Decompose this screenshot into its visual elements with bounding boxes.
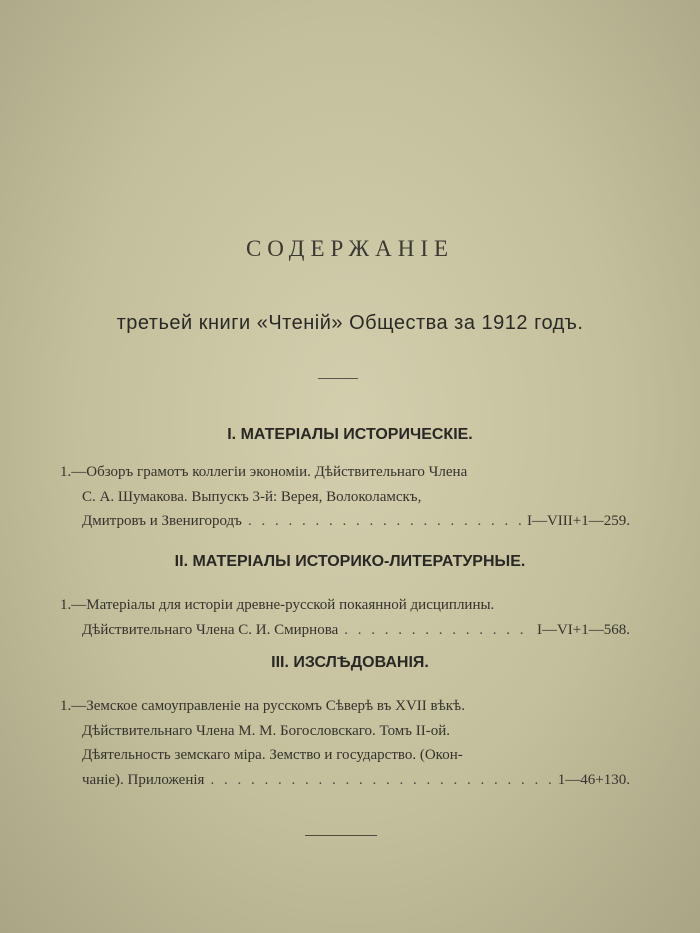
entry-line: 1.—Обзоръ грамотъ коллегіи экономіи. Дѣйствительнаго Члена bbox=[60, 464, 468, 480]
page-range: 1—46+130. bbox=[557, 771, 630, 788]
toc-entry-3 bbox=[60, 694, 630, 792]
page-range: I—VI+1—568. bbox=[536, 621, 630, 638]
section-head-3: III. ИЗСЛѢДОВАНІЯ. bbox=[271, 654, 429, 671]
entry-leader-line bbox=[60, 618, 630, 643]
dot-leader bbox=[248, 509, 521, 534]
section-head-1: I. МАТЕРІАЛЫ ИСТОРИЧЕСКІЕ. bbox=[227, 426, 473, 443]
entry-line: С. А. Шумакова. Выпускъ 3-й: Верея, Волоколамскъ, bbox=[82, 488, 422, 505]
entry-line: Дѣйствительнаго Члена С. И. Смирнова bbox=[82, 621, 339, 638]
dot-leader bbox=[210, 768, 551, 793]
entry-line: чаніе). Приложенія bbox=[82, 771, 205, 788]
entry-line: 1.—Земское самоуправленіе на русскомъ Сѣверѣ въ XVII вѣкѣ. bbox=[60, 698, 465, 714]
dot-leader bbox=[344, 618, 531, 643]
entry-leader-line bbox=[60, 509, 630, 534]
entry-line: Дѣйствительнаго Члена М. М. Богословскаго. Томъ II-ой. bbox=[82, 722, 451, 739]
entry-line: Дѣятельность земскаго міра. Земство и государство. (Окон- bbox=[82, 747, 463, 763]
toc-entry-1 bbox=[60, 460, 630, 534]
section-head-2: II. МАТЕРІАЛЫ ИСТОРИКО-ЛИТЕРАТУРНЫЕ. bbox=[174, 553, 526, 570]
page-title: СОДЕРЖАНІЕ bbox=[245, 236, 455, 261]
toc-entry-2 bbox=[60, 593, 630, 642]
page-subtitle: третьей книги «Чтеній» Общества за 1912 годъ. bbox=[116, 312, 584, 334]
page-range: I—VIII+1—259. bbox=[526, 513, 630, 529]
entry-line: Дмитровъ и Звенигородъ bbox=[82, 513, 242, 529]
entry-leader-line bbox=[60, 768, 630, 793]
bottom-divider bbox=[305, 835, 377, 836]
entry-line: 1.—Матеріалы для исторіи древне-русской покаянной дисциплины. bbox=[60, 597, 495, 613]
short-divider bbox=[318, 378, 358, 379]
